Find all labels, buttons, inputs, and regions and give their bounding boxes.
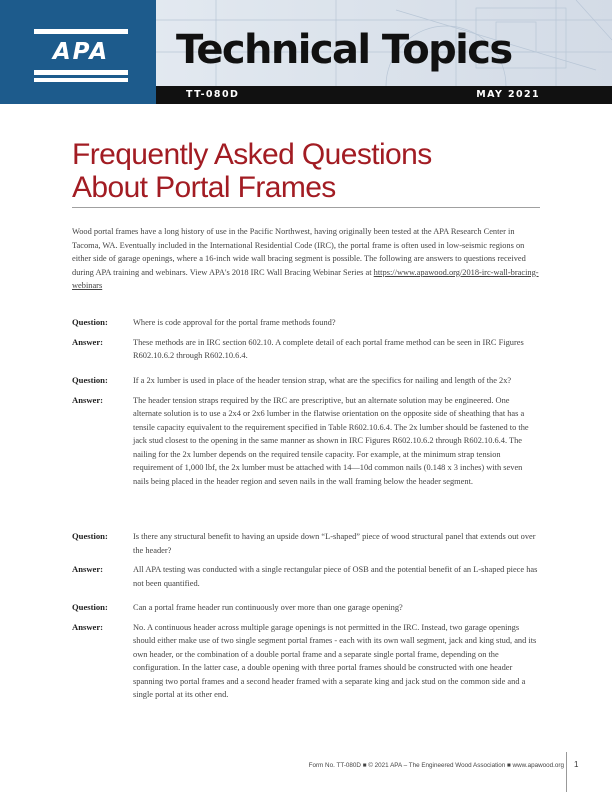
answer-text: These methods are in IRC section 602.10. A complete detail of each portal frame method can be seen in IRC Figures R602.10.6.2 through R602.10.6.4. — [133, 337, 524, 360]
question-text: Is there any structural benefit to having an upside down “L-shaped” piece of wood structural panel that extends out over the header? — [133, 532, 536, 555]
title-divider — [72, 207, 540, 208]
logo-stripe — [34, 29, 128, 34]
question-text: If a 2x lumber is used in place of the header tension strap, what are the specifics for nailing and length of the 2x? — [133, 376, 512, 385]
apa-logo — [0, 0, 156, 104]
answer-label: Answer: — [72, 336, 104, 347]
answer-label: Answer: — [72, 621, 104, 632]
answer-label: Answer: — [72, 564, 104, 574]
question-row — [72, 316, 540, 330]
question-text: Can a portal frame header run continuously over more than one garage opening? — [133, 603, 403, 612]
answer-text: The header tension straps required by the IRC are prescriptive, but an alternate solution may be engineered. One alternate solution is to use a 2x4 or 2x6 lumber in the flatwise orientation on the opposite side of sheathing that has a tensile capacity equivalent to the requirement specified in Table R602.10.6.4. The 2x lumber should be fastened to the jack stud closest to the opening in the same manner as shown in IRC Figures R602.10.6.2 through R602.10.6.4. The nailing for the 2x lumber depends on the required tensile capacity. For example, at the minimum strap tension requirement of 1,000 lbf, the 2x lumber must be attached with 14—10d common nails (0.148 x 3 inches) with seven nails being placed in the header region and seven nails in the wall framing below the header segment. — [133, 395, 529, 486]
question-label: Question: — [72, 375, 108, 385]
document-title-line-2: About Portal Frames — [72, 171, 336, 204]
form-number: TT-080D — [186, 89, 240, 100]
footer-text: Form No. TT-080D ■ © 2021 APA – The Engineered Wood Association ■ www.apawood.org — [308, 762, 564, 769]
answer-text: All APA testing was conducted with a single rectangular piece of OSB and the potential benefit of an L-shaped piece has not been quantified. — [133, 565, 538, 588]
faq-item — [72, 374, 540, 488]
faq-item — [72, 316, 540, 363]
answer-row — [72, 621, 540, 702]
document-title-line-1: Frequently Asked Questions — [72, 138, 432, 171]
intro-paragraph — [72, 225, 540, 293]
page-number: 1 — [574, 760, 579, 769]
question-label: Question: — [72, 531, 108, 541]
series-title: Technical Topics — [176, 27, 512, 73]
faq-item — [72, 601, 540, 702]
answer-label: Answer: — [72, 394, 104, 405]
document-title — [72, 138, 432, 204]
question-row — [72, 601, 540, 615]
question-row — [72, 530, 540, 557]
answer-row — [72, 563, 540, 590]
question-row — [72, 374, 540, 388]
intro-text: Wood portal frames have a long history of use in the Pacific Northwest, having originally been tested at the APA Research Center in Tacoma, WA. Eventually included in the International Residential Code (IRC), the portal frame is often used in low-seismic regions on either side of garage openings, where a 16-inch wide wall bracing segment is possible. The following are answers to questions received during APA training and webinars. View APA's 2018 IRC Wall Bracing Webinar Series at — [72, 227, 526, 277]
publication-date: MAY 2021 — [476, 89, 540, 100]
answer-row — [72, 394, 540, 489]
faq-item — [72, 530, 540, 590]
webinar-link[interactable]: https://www.apawood.org/2018-irc-wall-bracing-webinars — [72, 267, 539, 290]
question-text: Where is code approval for the portal frame methods found? — [133, 318, 336, 327]
answer-row — [72, 336, 540, 363]
logo-stripe — [34, 78, 128, 82]
question-label: Question: — [72, 317, 108, 327]
logo-stripe — [34, 70, 128, 75]
question-label: Question: — [72, 602, 108, 612]
footer-divider — [566, 752, 567, 792]
logo-text: APA — [52, 39, 110, 65]
answer-text: No. A continuous header across multiple garage openings is not permitted in the IRC. Instead, two garage openings should either make use of two single segment portal frames - each with its own wall segment, jack and king stud, and its own header, or the combination of a double portal frame and a separate single portal frame, depending on the configuration. In the latter case, a double opening with three portal frames should be constructed with one header spanning two portal frames and a second header framed with a separate king and jack stud on the common side and a single portal at its other end. — [133, 622, 537, 699]
